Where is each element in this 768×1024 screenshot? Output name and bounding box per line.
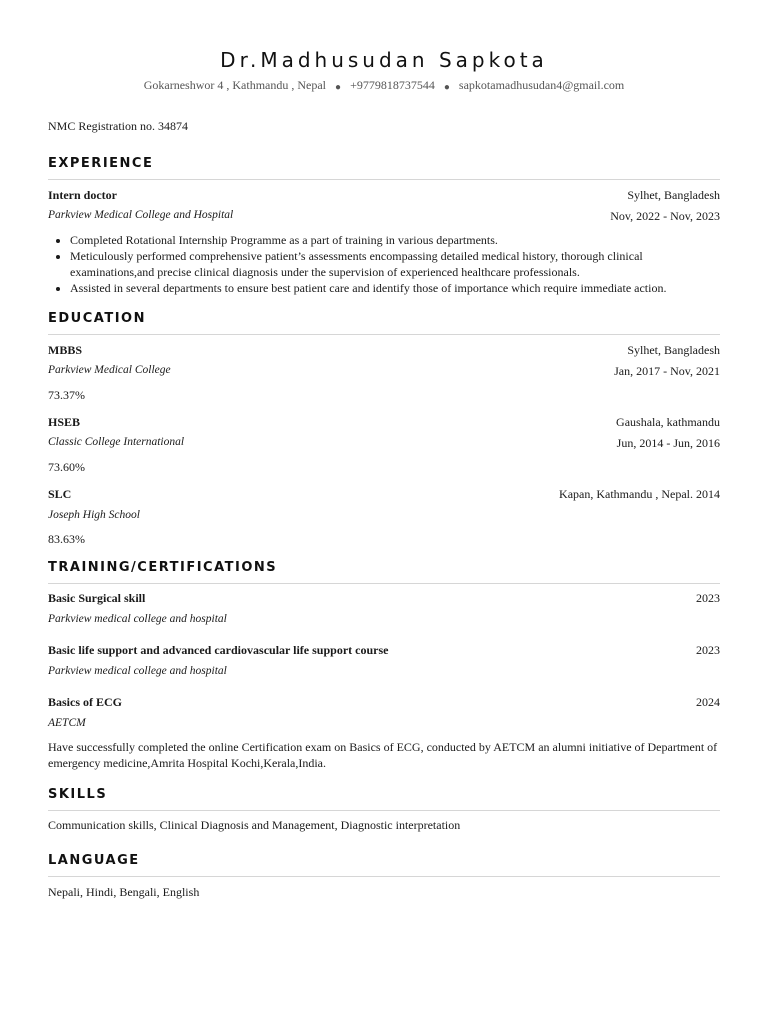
experience-location: Sylhet, Bangladesh [627,188,720,202]
education-location: Sylhet, Bangladesh [627,343,720,357]
education-school: Parkview Medical College [48,364,171,376]
training-name: Basic Surgical skill [48,591,146,605]
skills-text: Communication skills, Clinical Diagnosis and Management, Diagnostic interpretation [48,818,461,832]
section-title-language: LANGUAGE [48,853,140,868]
training-row [48,591,720,606]
training-org: AETCM [48,717,86,729]
training-year: 2023 [696,643,720,657]
section-divider [48,810,720,811]
experience-bullet: • Assisted in several departments to ensure best patient care and identify those of importance which require immediate action. [70,280,720,296]
bullet-separator-icon: ● [335,82,342,93]
section-divider [48,876,720,877]
training-org: Parkview medical college and hospital [48,665,227,677]
education-row [48,487,720,502]
section-title-skills: SKILLS [48,787,108,802]
training-name: Basics of ECG [48,695,123,709]
education-sub-row [48,436,720,451]
section-title-education: EDUCATION [48,311,146,326]
experience-bullet: • Meticulously performed comprehensive patient’s assessments encompassing detailed medical history, thorough clinical examinations,and precise clinical diagnosis under the supervision of experienced healthcare professionals. [70,248,720,280]
education-score: 73.60% [48,460,85,474]
training-row [48,695,720,710]
section-divider [48,179,720,180]
language-text: Nepali, Hindi, Bengali, English [48,885,200,899]
education-row [48,415,720,430]
training-name: Basic life support and advanced cardiovascular life support course [48,643,389,657]
education-school: Joseph High School [48,509,140,521]
experience-dates: Nov, 2022 - Nov, 2023 [610,209,720,223]
training-year: 2023 [696,591,720,605]
education-score: 73.37% [48,388,85,402]
experience-org: Parkview Medical College and Hospital [48,209,234,221]
education-degree: MBBS [48,343,83,357]
training-org: Parkview medical college and hospital [48,613,227,625]
education-row [48,343,720,358]
candidate-name: Dr.Madhusudan Sapkota [220,48,548,72]
education-sub-row [48,364,720,379]
registration-number: NMC Registration no. 34874 [48,119,188,133]
section-divider [48,334,720,335]
training-year: 2024 [696,695,720,709]
education-degree: HSEB [48,415,81,429]
experience-sub-row [48,209,720,224]
email-link[interactable]: sapkotamadhusudan4@gmail.com [458,78,625,92]
education-location: Gaushala, kathmandu [616,415,720,429]
education-location: Kapan, Kathmandu , Nepal. 2014 [559,487,720,501]
section-title-training: TRAINING/CERTIFICATIONS [48,560,278,575]
address-text: Gokarneshwor 4 , Kathmandu , Nepal [143,78,327,92]
training-description: Have successfully completed the online Certification exam on Basics of ECG, conducted by AETCM an alumni initiative of Department of emergency medicine,Amrita Hospital Kochi,Kerala,India. [48,740,718,770]
experience-header-row [48,188,720,203]
education-school: Classic College International [48,436,185,448]
education-sub-row [48,509,720,521]
education-degree: SLC [48,487,72,501]
education-dates: Jan, 2017 - Nov, 2021 [614,364,720,378]
bullet-separator-icon: ● [443,82,450,93]
training-row [48,643,720,658]
section-title-experience: EXPERIENCE [48,156,154,171]
education-score: 83.63% [48,532,85,546]
experience-role: Intern doctor [48,188,117,202]
phone-text: +9779818737544 [350,78,435,92]
education-dates: Jun, 2014 - Jun, 2016 [616,436,720,450]
experience-bullets [48,232,720,296]
contact-line [0,78,768,93]
experience-bullet: • Completed Rotational Internship Programme as a part of training in various departments. [70,232,720,248]
section-divider [48,583,720,584]
